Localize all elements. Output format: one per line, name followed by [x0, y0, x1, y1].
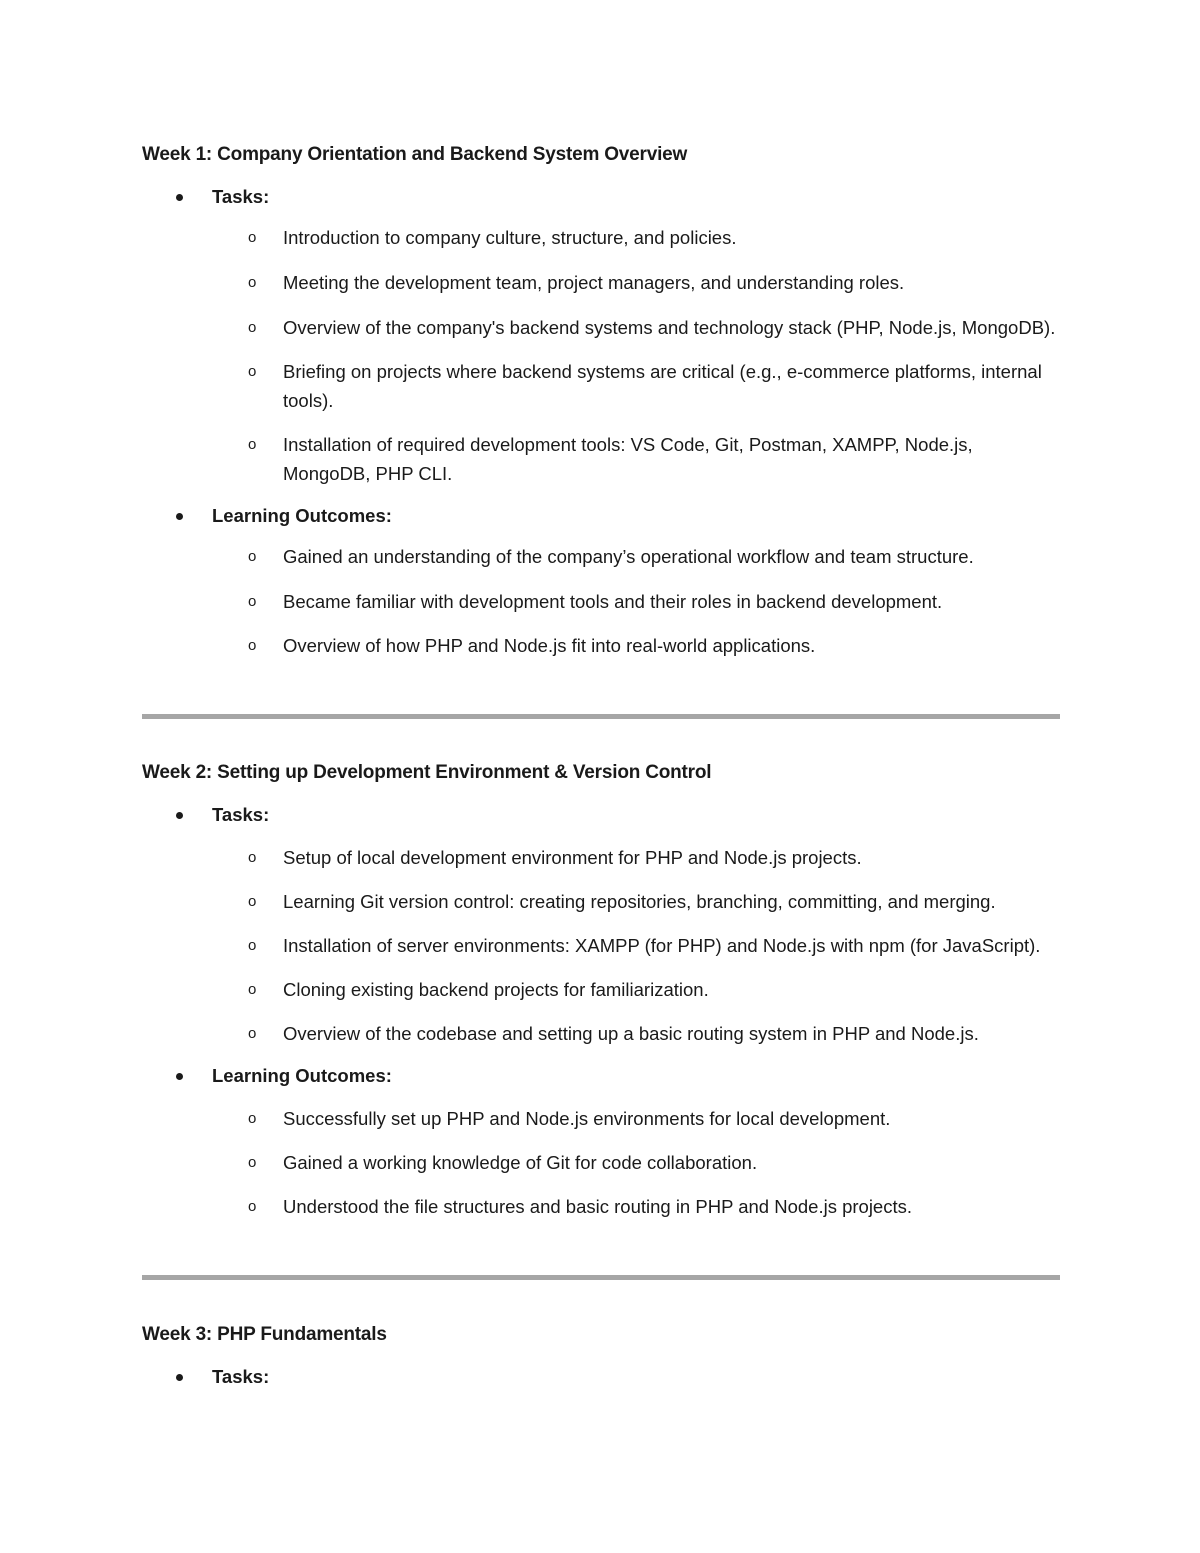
week-1-section [142, 143, 1060, 660]
section-divider [142, 714, 1060, 719]
tasks-label: Tasks: [142, 1365, 1060, 1389]
tasks-label: Tasks: [142, 803, 1060, 827]
tasks-label: Tasks: [142, 185, 1060, 209]
week-3-section [142, 1323, 1060, 1389]
list-item: o Became familiar with development tools and their roles in backend development. [142, 587, 1060, 616]
circle-bullet-icon: o [248, 1198, 257, 1215]
list-item: o Briefing on projects where backend systems are critical (e.g., e-commerce platforms, internal tools). [142, 357, 1060, 415]
circle-bullet-icon: o [248, 981, 257, 998]
circle-bullet-icon: o [248, 319, 257, 336]
list-item: o Understood the file structures and basic routing in PHP and Node.js projects. [142, 1192, 1060, 1221]
week-1-tasks [142, 185, 1060, 488]
list-item: o Installation of required development tools: VS Code, Git, Postman, XAMPP, Node.js, MongoDB, PHP CLI. [142, 430, 1060, 488]
week-1-heading: Week 1: Company Orientation and Backend System Overview [142, 144, 688, 165]
list-item: o Meeting the development team, project managers, and understanding roles. [142, 268, 1060, 297]
circle-bullet-icon: o [248, 593, 257, 610]
bullet-icon [176, 194, 183, 201]
list-item: o Successfully set up PHP and Node.js environments for local development. [142, 1104, 1060, 1133]
learning-outcomes-label: Learning Outcomes: [142, 1064, 1060, 1088]
circle-bullet-icon: o [248, 363, 257, 380]
bullet-icon [176, 1374, 183, 1381]
list-item: o Learning Git version control: creating repositories, branching, committing, and merging. [142, 887, 1060, 916]
learning-outcomes-label: Learning Outcomes: [142, 504, 1060, 528]
week-2-outcomes [142, 1064, 1060, 1221]
list-item: o Gained an understanding of the company’s operational workflow and team structure. [142, 542, 1060, 571]
circle-bullet-icon: o [248, 1025, 257, 1042]
list-item: o Overview of the company's backend systems and technology stack (PHP, Node.js, MongoDB). [142, 313, 1060, 342]
circle-bullet-icon: o [248, 436, 257, 453]
week-3-tasks [142, 1365, 1060, 1389]
bullet-icon [176, 513, 183, 520]
list-item: o Gained a working knowledge of Git for code collaboration. [142, 1148, 1060, 1177]
week-2-tasks [142, 803, 1060, 1048]
week-2-section [142, 761, 1060, 1221]
circle-bullet-icon: o [248, 548, 257, 565]
circle-bullet-icon: o [248, 274, 257, 291]
section-divider [142, 1275, 1060, 1280]
list-item: o Setup of local development environment for PHP and Node.js projects. [142, 843, 1060, 872]
bullet-icon [176, 812, 183, 819]
circle-bullet-icon: o [248, 1110, 257, 1127]
list-item: o Introduction to company culture, structure, and policies. [142, 223, 1060, 252]
list-item: o Cloning existing backend projects for familiarization. [142, 975, 1060, 1004]
week-1-outcomes [142, 504, 1060, 660]
circle-bullet-icon: o [248, 937, 257, 954]
circle-bullet-icon: o [248, 893, 257, 910]
list-item: o Overview of how PHP and Node.js fit into real-world applications. [142, 631, 1060, 660]
list-item: o Installation of server environments: XAMPP (for PHP) and Node.js with npm (for JavaScript). [142, 931, 1060, 960]
week-3-heading: Week 3: PHP Fundamentals [142, 1324, 387, 1345]
list-item: o Overview of the codebase and setting up a basic routing system in PHP and Node.js. [142, 1019, 1060, 1048]
circle-bullet-icon: o [248, 637, 257, 654]
circle-bullet-icon: o [248, 229, 257, 246]
week-2-heading: Week 2: Setting up Development Environment & Version Control [142, 762, 712, 783]
circle-bullet-icon: o [248, 849, 257, 866]
bullet-icon [176, 1073, 183, 1080]
circle-bullet-icon: o [248, 1154, 257, 1171]
